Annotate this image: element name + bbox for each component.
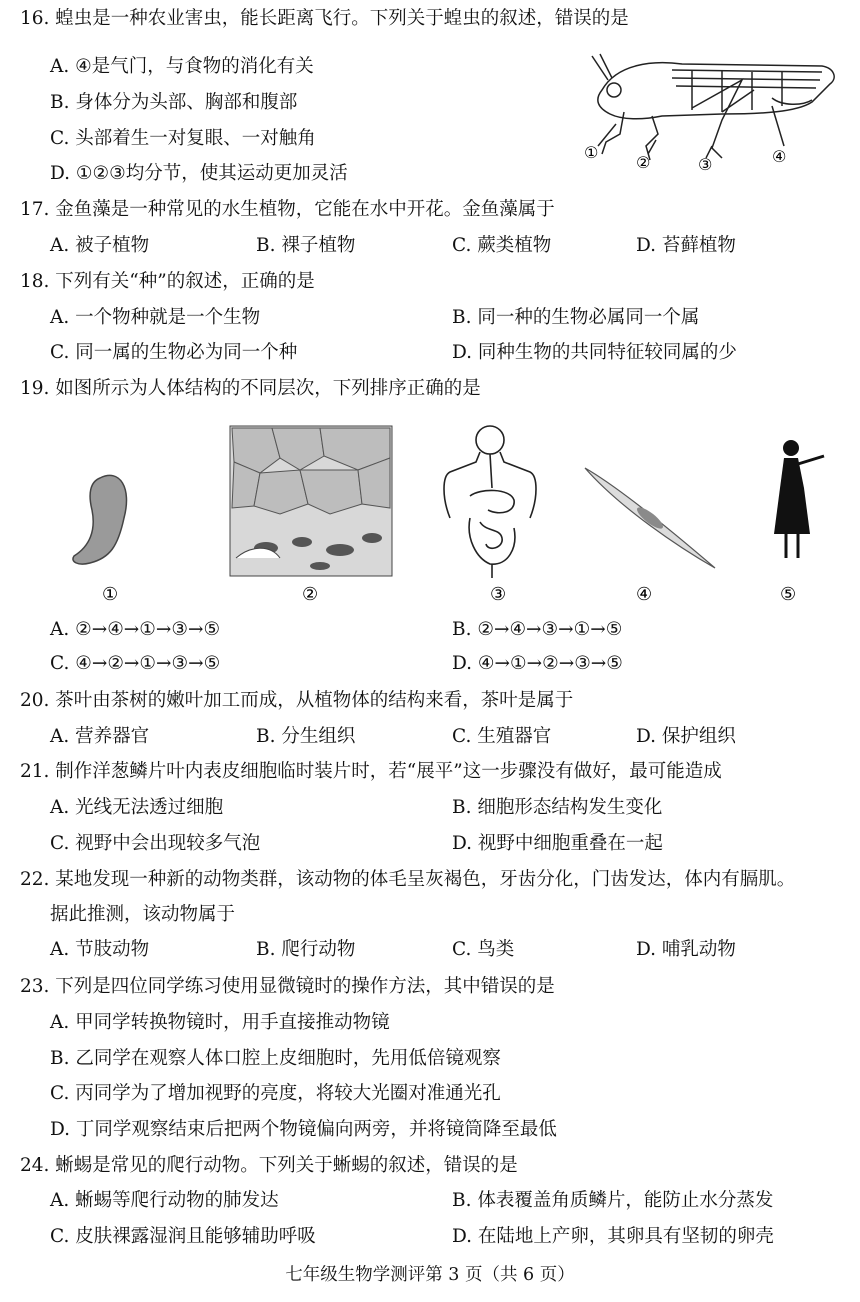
- human-structure-figure: [40, 418, 840, 608]
- stomach-image: [73, 475, 127, 564]
- q23-option-c: C. 丙同学为了增加视野的亮度，将较大光圈对准通光孔: [50, 1083, 501, 1104]
- q19-option-a: A. ②→④→①→③→⑤: [50, 619, 221, 640]
- q21-option-c: C. 视野中会出现较多气泡: [50, 833, 261, 854]
- q21-option-a: A. 光线无法透过细胞: [50, 797, 224, 818]
- q20-option-c: C. 生殖器官: [452, 726, 552, 747]
- q24-stem: 24. 蜥蜴是常见的爬行动物。下列关于蜥蜴的叙述，错误的是: [20, 1155, 518, 1176]
- page-footer: 七年级生物学测评第 3 页（共 6 页）: [285, 1265, 575, 1285]
- q20-stem: 20. 茶叶由茶树的嫩叶加工而成，从植物体的结构来看，茶叶是属于: [20, 690, 574, 711]
- q17-option-a: A. 被子植物: [50, 235, 150, 256]
- q17-stem: 17. 金鱼藻是一种常见的水生植物，它能在水中开花。金鱼藻属于: [20, 199, 555, 220]
- q17-option-b: B. 裸子植物: [256, 235, 356, 256]
- q22-option-b: B. 爬行动物: [256, 939, 356, 960]
- q20-option-d: D. 保护组织: [636, 726, 736, 747]
- q24-option-c: C. 皮肤裸露湿润且能够辅助呼吸: [50, 1226, 316, 1247]
- q17-option-c: C. 蕨类植物: [452, 235, 552, 256]
- q22-option-a: A. 节肢动物: [50, 939, 150, 960]
- figure-label-2: ②: [302, 584, 319, 605]
- q19-option-b: B. ②→④→③→①→⑤: [452, 619, 623, 640]
- q22-option-c: C. 鸟类: [452, 939, 515, 960]
- q18-option-c: C. 同一属的生物必为同一个种: [50, 342, 298, 363]
- q23-stem: 23. 下列是四位同学练习使用显微镜时的操作方法，其中错误的是: [20, 976, 555, 997]
- q16-option-d: D. ①②③均分节，使其运动更加灵活: [50, 163, 348, 184]
- q18-stem: 18. 下列有关“种”的叙述，正确的是: [20, 271, 315, 292]
- q18-option-a: A. 一个物种就是一个生物: [50, 307, 261, 328]
- figure-label-4: ④: [636, 584, 653, 605]
- q23-option-d: D. 丁同学观察结束后把两个物镜偏向两旁，并将镜筒降至最低: [50, 1119, 557, 1140]
- q20-option-b: B. 分生组织: [256, 726, 356, 747]
- grasshopper-label-1: ①: [584, 143, 599, 162]
- grasshopper-figure: [572, 50, 842, 174]
- q19-option-c: C. ④→②→①→③→⑤: [50, 653, 221, 674]
- q21-option-d: D. 视野中细胞重叠在一起: [452, 833, 663, 854]
- digestive-system-image: [444, 426, 536, 578]
- q22-option-d: D. 哺乳动物: [636, 939, 736, 960]
- q23-option-a: A. 甲同学转换物镜时，用手直接推动物镜: [50, 1012, 390, 1033]
- q16-option-b: B. 身体分为头部、胸部和腹部: [50, 92, 298, 113]
- figure-label-5: ⑤: [780, 584, 797, 605]
- q16-stem: 16. 蝗虫是一种农业害虫，能长距离飞行。下列关于蝗虫的叙述，错误的是: [20, 8, 629, 29]
- q23-option-b: B. 乙同学在观察人体口腔上皮细胞时，先用低倍镜观察: [50, 1048, 501, 1069]
- person-image: [774, 440, 824, 558]
- muscle-cell-image: [585, 468, 715, 568]
- q22-stem-line1: 22. 某地发现一种新的动物类群，该动物的体毛呈灰褐色，牙齿分化，门齿发达，体内有膈肌。: [20, 869, 796, 890]
- q20-option-a: A. 营养器官: [50, 726, 150, 747]
- q18-option-b: B. 同一种的生物必属同一个属: [452, 307, 700, 328]
- grasshopper-label-3: ③: [698, 155, 713, 174]
- q18-option-d: D. 同种生物的共同特征较同属的少: [452, 342, 737, 363]
- q21-option-b: B. 细胞形态结构发生变化: [452, 797, 663, 818]
- q19-option-d: D. ④→①→②→③→⑤: [452, 653, 623, 674]
- q16-option-a: A. ④是气门，与食物的消化有关: [50, 56, 314, 77]
- grasshopper-label-2: ②: [636, 153, 651, 172]
- q16-option-c: C. 头部着生一对复眼、一对触角: [50, 128, 316, 149]
- q22-stem-line2: 据此推测，该动物属于: [50, 904, 236, 925]
- figure-label-1: ①: [102, 584, 119, 605]
- grasshopper-label-4: ④: [772, 147, 787, 166]
- figure-label-3: ③: [490, 584, 507, 605]
- q17-option-d: D. 苔藓植物: [636, 235, 736, 256]
- tissue-image: [230, 426, 392, 576]
- q21-stem: 21. 制作洋葱鳞片叶内表皮细胞临时装片时，若“展平”这一步骤没有做好，最可能造成: [20, 761, 722, 782]
- q24-option-b: B. 体表覆盖角质鳞片，能防止水分蒸发: [452, 1190, 774, 1211]
- q19-stem: 19. 如图所示为人体结构的不同层次，下列排序正确的是: [20, 378, 481, 399]
- q24-option-a: A. 蜥蜴等爬行动物的肺发达: [50, 1190, 279, 1211]
- q24-option-d: D. 在陆地上产卵，其卵具有坚韧的卵壳: [452, 1226, 774, 1247]
